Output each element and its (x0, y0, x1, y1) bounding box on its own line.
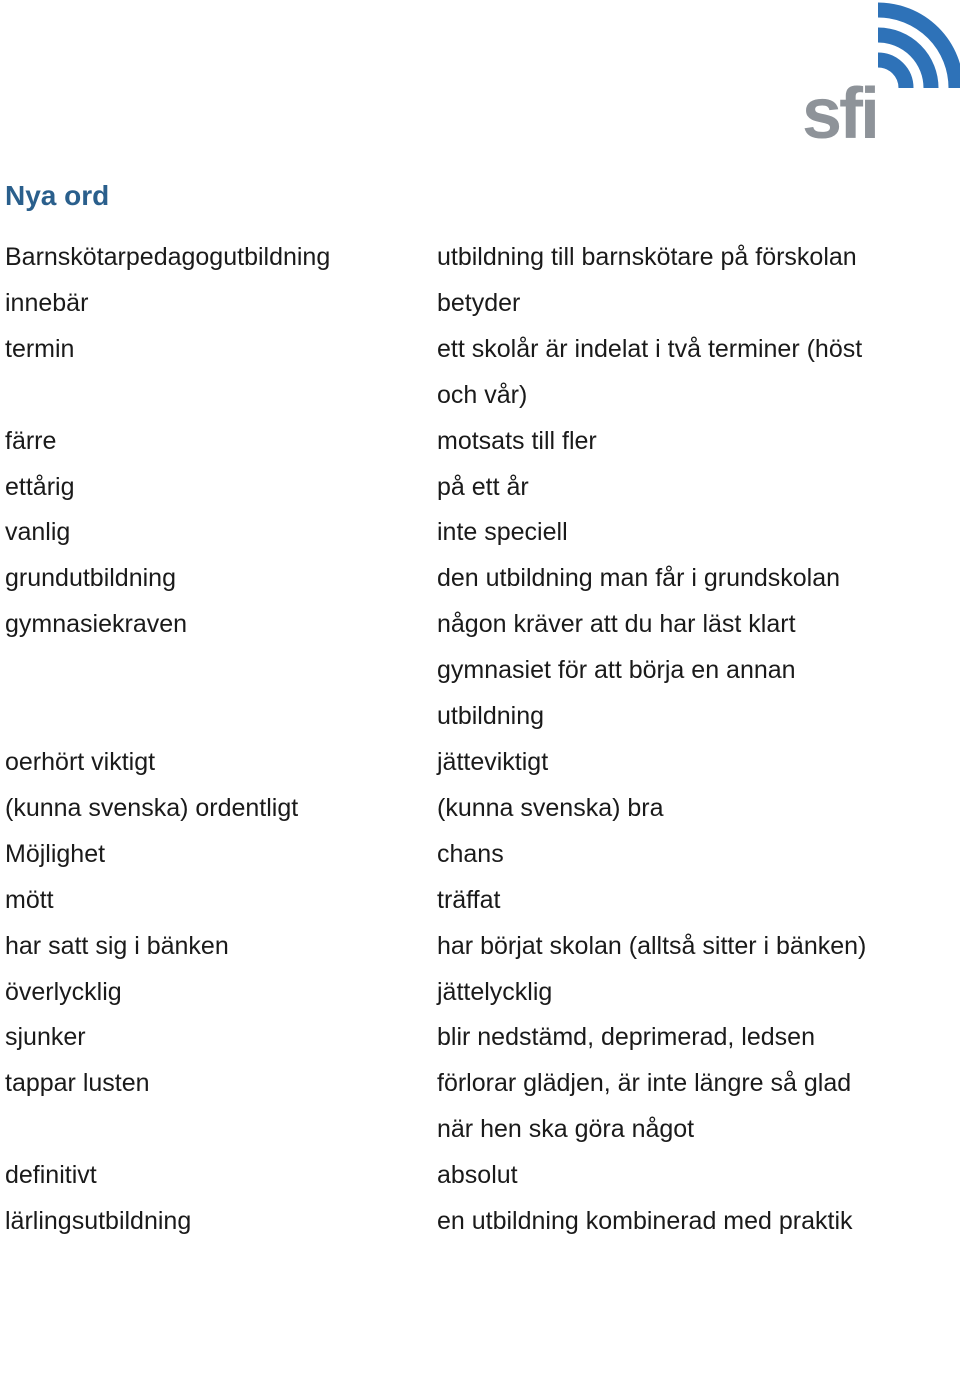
glossary-definition: förlorar glädjen, är inte längre så glad när hen ska göra något (437, 1069, 852, 1144)
glossary-term: (kunna svenska) ordentligt (5, 793, 299, 822)
glossary-entry (0, 740, 960, 786)
glossary-term: tappar lusten (5, 1069, 150, 1098)
glossary-entry (0, 970, 960, 1016)
glossary-entry (0, 465, 960, 511)
glossary-definition: blir nedstämd, deprimerad, ledsen (437, 1023, 815, 1052)
glossary-entry (0, 878, 960, 924)
glossary-definition: jätteviktigt (437, 747, 549, 776)
glossary-term: överlycklig (5, 977, 122, 1006)
glossary-entry (0, 235, 960, 281)
glossary-entry (0, 1153, 960, 1199)
glossary-entry (0, 1061, 960, 1153)
glossary-entry (0, 602, 960, 740)
glossary-definition: inte speciell (437, 518, 568, 547)
glossary-term: lärlingsutbildning (5, 1207, 192, 1236)
glossary-term: gymnasiekraven (5, 610, 188, 639)
glossary-entry (0, 281, 960, 327)
glossary-term: grundutbildning (5, 564, 176, 593)
glossary-term: oerhört viktigt (5, 747, 156, 776)
glossary-term: mött (5, 885, 54, 914)
glossary-list (0, 235, 960, 1245)
glossary-entry (0, 924, 960, 970)
glossary-definition: någon kräver att du har läst klart gymnasiet för att börja en annan utbildning (437, 610, 796, 731)
glossary-term: färre (5, 426, 57, 455)
glossary-definition: en utbildning kombinerad med praktik (437, 1207, 853, 1236)
sfi-logo (796, 2, 960, 152)
glossary-definition: chans (437, 839, 504, 868)
glossary-term: innebär (5, 288, 89, 317)
page-heading: Nya ord (5, 180, 110, 211)
glossary-term: sjunker (5, 1023, 86, 1052)
glossary-term: ettårig (5, 472, 75, 501)
glossary-definition: betyder (437, 288, 521, 317)
glossary-entry (0, 510, 960, 556)
signal-arc-inner (878, 60, 906, 88)
glossary-definition: ett skolår är indelat i två terminer (höst och vår) (437, 334, 863, 409)
glossary-term: Barnskötarpedagogutbildning (5, 243, 331, 271)
glossary-entry (0, 556, 960, 602)
glossary-definition: (kunna svenska) bra (437, 793, 664, 822)
glossary-term: Möjlighet (5, 839, 106, 868)
glossary-entry (0, 832, 960, 878)
logo-wordmark: sfi (802, 74, 878, 154)
glossary-entry (0, 419, 960, 465)
glossary-definition: har börjat skolan (alltså sitter i bänken) (437, 931, 867, 960)
glossary-term: vanlig (5, 518, 71, 547)
glossary-term: definitivt (5, 1161, 97, 1190)
glossary-term: har satt sig i bänken (5, 931, 229, 960)
glossary-definition: motsats till fler (437, 426, 597, 455)
glossary-entry (0, 786, 960, 832)
glossary-definition: absolut (437, 1161, 518, 1190)
glossary-definition: träffat (437, 885, 501, 914)
glossary-definition: på ett år (437, 472, 529, 501)
glossary-definition: den utbildning man får i grundskolan (437, 564, 841, 593)
glossary-definition: utbildning till barnskötare på förskolan (437, 243, 857, 271)
glossary-definition: jättelycklig (437, 977, 553, 1006)
glossary-term: termin (5, 334, 75, 363)
glossary-entry (0, 1199, 960, 1245)
glossary-entry (0, 1015, 960, 1061)
glossary-entry (0, 327, 960, 419)
